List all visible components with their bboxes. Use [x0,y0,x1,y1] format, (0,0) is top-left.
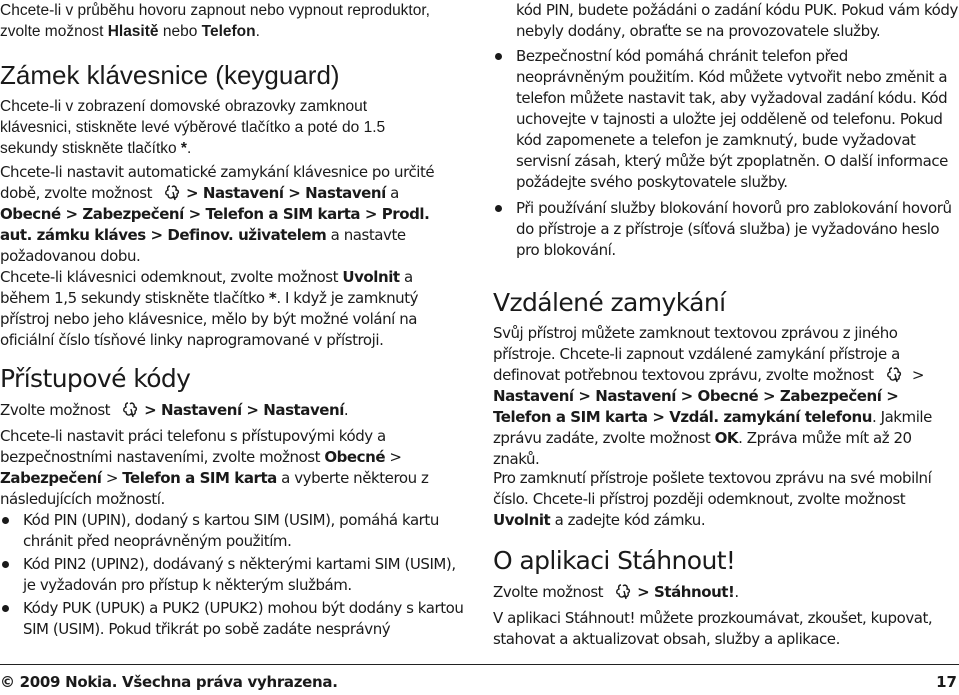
footer-divider [0,664,959,665]
remote-paragraph-2: Pro zamknutí přístroje pošlete textovou zprávu na své mobilní číslo. Chcete-li přístroj později odemknout, zvolte možnost Uvolnit a zadejte kód zámku. [493,469,932,529]
list-item: Kódy PUK (UPUK) a PUK2 (UPUK2) mohou být dodány s kartou SIM (USIM). Pokud třikrát po sobě zadáte nesprávný [0,598,470,640]
menu-key-icon [164,184,180,202]
menu-key-icon [886,366,902,384]
keyguard-heading: Zámek klávesnice (keyguard) [0,60,340,90]
copyright-notice: © 2009 Nokia. Všechna práva vyhrazena. [0,673,338,691]
list-item: Bezpečnostní kód pomáhá chránit telefon před neoprávněným použitím. Kód můžete vytvořit nebo změnit a telefon můžete nastavit tak, aby vyžadoval zadání kódu. Kód uchovejte v tajnosti a uložte jej odděleně od telefonu. Pokud kód zapomenete a telefon je zamknutý, bude vyžadovat servisní zásah, který může být zpoplatněn. O další informace požádejte svého poskytovatele služby. [493,46,959,193]
bullet-icon [2,517,9,524]
keyguard-paragraph-3: Chcete-li klávesnici odemknout, zvolte možnost Uvolnit a během 1,5 sekundy stiskněte tlačítko *. I když je zamknutý přístroj nebo jeho klávesnice, mělo by být možné volání na oficiální číslo tísňové linky naprogramované v přístroji. [0,268,419,349]
menu-key-icon [615,583,631,601]
bullet-icon [495,53,502,60]
continued-text: kód PIN, budete požádáni o zadání kódu PUK. Pokud vám kódy nebyly dodány, obraťte se na provozovatele služby. [516,1,958,40]
bullet-icon [2,605,9,612]
access-codes-heading: Přístupové kódy [0,364,191,393]
remote-paragraph-1: Svůj přístroj můžete zamknout textovou zprávou z jiného přístroje. Chcete-li zapnout vzdálené zamykání přístroje a definovat potřebnou textovou zprávu, zvolte možnost > Nastavení > Nastavení > Obecné > Zabezpečení > Telefon a SIM karta > Vzdál. zamykání telefonu. Jakmile zprávu zadáte, zvolte možnost OK. Zpráva může mít až 20 znaků. [493,324,932,468]
keyguard-paragraph-1: Chcete-li v zobrazení domovské obrazovky zamknout klávesnici, stiskněte levé výběrové tlačítko a poté do 1.5 sekundy stiskněte tlačítko *. [0,98,386,157]
bullet-icon [2,561,9,568]
menu-key-icon [122,401,138,419]
remote-lock-heading: Vzdálené zamykání [493,288,726,317]
access-codes-list [0,510,470,640]
download-heading: O aplikaci Stáhnout! [493,546,736,575]
download-paragraph-2: V aplikaci Stáhnout! můžete prozkoumávat, zkoušet, kupovat, stahovat a aktualizovat obsah, služby a aplikace. [493,609,933,648]
list-item: Při používání služby blokování hovorů pro zablokování hovorů do přístroje a z přístroje (síťová služba) je vyžadováno heslo pro blokování. [493,198,959,261]
list-item: Kód PIN (UPIN), dodaný s kartou SIM (USIM), pomáhá kartu chránit před neoprávněným použitím. [0,510,470,552]
intro-paragraph: Chcete-li v průběhu hovoru zapnout nebo vypnout reproduktor, zvolte možnost Hlasitě nebo Telefon. [0,2,430,40]
download-paragraph-1: Zvolte možnost > Stáhnout!. [493,583,739,601]
page-number: 17 [936,673,957,691]
list-item: Kód PIN2 (UPIN2), dodávaný s některými kartami SIM (USIM), je vyžadován pro přístup k některým službám. [0,554,470,596]
access-paragraph-1: Zvolte možnost > Nastavení > Nastavení. [0,401,349,419]
bullet-icon [495,205,502,212]
keyguard-paragraph-2: Chcete-li nastavit automatické zamykání klávesnice po určité době, zvolte možnost > Nastavení > Nastavení a Obecné > Zabezpečení > Telefon a SIM karta > Prodl. aut. zámku kláves > Definov. uživatelem a nastavte požadovanou dobu. [0,163,435,265]
access-paragraph-2: Chcete-li nastavit práci telefonu s přístupovými kódy a bezpečnostními nastaveními, zvolte možnost Obecné > Zabezpečení > Telefon a SIM karta a vyberte některou z následujících možností. [0,427,429,508]
security-list [493,46,959,261]
